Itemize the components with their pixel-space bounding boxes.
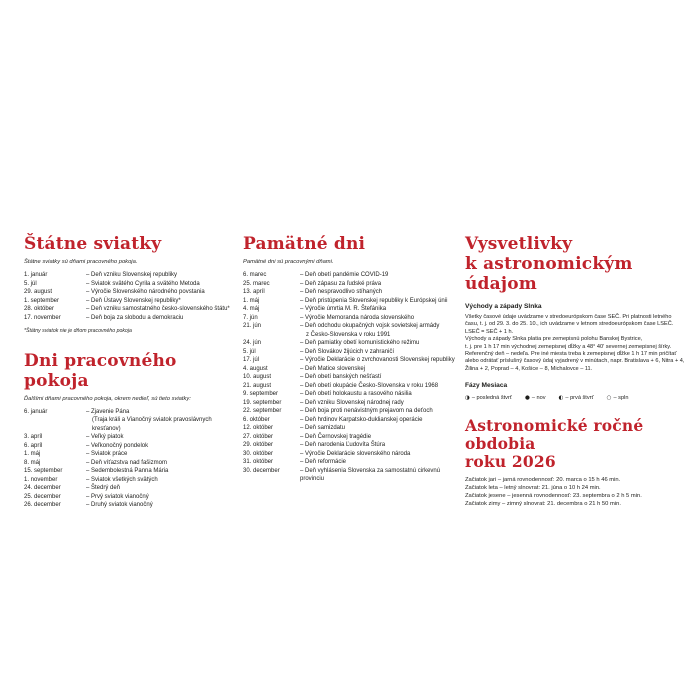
memorial-date: 12. október xyxy=(243,425,274,431)
memorial-date: 13. apríl xyxy=(243,289,265,295)
rest-days-title: Dni pracovného pokoja xyxy=(24,350,177,391)
holiday-date: 1. september xyxy=(24,297,60,304)
paragraph-line: času, t. j. od 29. 3. do 25. 10., ich uvádzame v letnom stredoeurópskom čase LSEČ. xyxy=(465,321,674,328)
moon-phase-icon: ◑ xyxy=(465,395,470,402)
holiday-text: – Sedembolestná Panna Mária xyxy=(86,468,169,474)
holiday-date: 6. apríl xyxy=(24,442,43,449)
rest-days-list xyxy=(24,408,238,510)
holiday-item xyxy=(24,467,238,476)
moon-phases-heading: Fázy Mesiaca xyxy=(465,382,508,390)
paragraph-line: Žilina + 2, Poprad – 4, Košice – 8, Michalovce – 11. xyxy=(465,365,593,372)
sunrise-sunset-paragraph xyxy=(465,314,695,373)
memorial-text: – Výročie Deklarácie o zvrchovanosti Slovenskej republiky xyxy=(300,357,455,363)
rest-days-intro: Ďalšími dňami pracovného pokoja, okrem nedieľ, sú tieto sviatky: xyxy=(24,395,191,402)
paragraph-line: Všetky časové údaje uvádzame v stredoeurópskom čase SEČ. Pri platnosti letného xyxy=(465,314,672,320)
memorial-text: – Deň obetí pandémie COVID-19 xyxy=(300,272,389,278)
memorial-date: 9. september xyxy=(243,391,279,397)
holiday-item xyxy=(24,501,238,510)
memorial-item xyxy=(243,390,459,399)
memorial-date: 22. september xyxy=(243,408,282,414)
memorial-text: – Výročie Deklarácie slovenského národa xyxy=(300,450,411,457)
memorial-text: – Deň reformácie xyxy=(300,459,347,465)
memorial-item xyxy=(243,467,459,484)
memorial-item xyxy=(243,297,459,306)
season-line: Začiatok zimy – zimný slnovrat: 21. decembra o 21 h 50 min. xyxy=(465,501,621,508)
holiday-item xyxy=(24,288,238,297)
holiday-date: 28. október xyxy=(24,306,55,312)
memorial-date: 31. október xyxy=(243,459,274,465)
season-line: Začiatok leta – letný slnovrat: 21. júna o 10 h 24 min. xyxy=(465,485,601,492)
holiday-text: – Deň Ústavy Slovenskej republiky* xyxy=(86,297,181,304)
moon-phase-label: – spln xyxy=(613,395,629,402)
holiday-date: 26. december xyxy=(24,502,61,508)
memorial-item xyxy=(243,322,459,331)
holiday-text: – Deň vzniku samostatného česko-slovenského štátu* xyxy=(86,306,230,312)
holiday-item xyxy=(24,442,238,451)
holiday-date: 1. máj xyxy=(24,451,41,457)
moon-phase-icon: ● xyxy=(524,395,530,402)
paragraph-line: LSEČ = SEČ + 1 h. xyxy=(465,328,514,335)
memorial-text: – Deň vzniku Slovenskej národnej rady xyxy=(300,399,404,406)
memorial-text: – Deň narodenia Ľudovíta Štúra xyxy=(300,442,386,448)
memorial-item xyxy=(243,348,459,357)
memorial-text: – Deň samizdatu xyxy=(300,425,346,431)
holiday-date: 6. január xyxy=(24,408,48,415)
memorial-item xyxy=(243,441,459,450)
memorial-date: 6. marec xyxy=(243,272,267,278)
paragraph-line: Referenčný deň – nedeľa. Pre iné miesta treba k zemepisnej dĺžke 1 h 17 min pričítať xyxy=(465,351,677,358)
memorial-date: 10. august xyxy=(243,374,272,380)
memorial-date: 30. december xyxy=(243,467,280,474)
memorial-item xyxy=(243,280,459,289)
paragraph-line: t. j. pre 1 h 17 min východnej zemepisnej dĺžky a 48° 40′ severnej zemepisnej šírky. xyxy=(465,343,672,350)
memorial-item xyxy=(243,288,459,297)
paragraph-line: alebo odrátať príslušný časový údaj vyjadrený v minútach, napr. Bratislava + 6, Nitra + 4, xyxy=(465,358,685,365)
memorial-item xyxy=(243,433,459,442)
memorial-text: – Deň vyhlásenia Slovenska za samostatnú cirkevnú provinciu xyxy=(300,467,441,482)
holiday-item xyxy=(24,408,238,417)
holiday-item xyxy=(24,314,238,323)
holiday-item xyxy=(24,459,238,468)
holiday-item xyxy=(24,280,238,289)
moon-phase xyxy=(525,394,546,402)
memorial-text: – Deň hrdinov Karpatsko-duklianskej operácie xyxy=(300,416,423,423)
memorial-date: 4. máj xyxy=(243,306,260,312)
holiday-text: – Sviatok práce xyxy=(86,451,128,457)
moon-phase xyxy=(465,394,512,402)
holiday-item xyxy=(24,484,238,493)
memorial-date: 5. júl xyxy=(243,348,256,355)
memorial-date: 24. jún xyxy=(243,340,262,346)
holiday-text: – Deň víťazstva nad fašizmom xyxy=(86,459,167,466)
moon-phase-icon: ◐ xyxy=(558,395,564,402)
moon-phases-legend xyxy=(465,394,695,402)
holiday-text: – Výročie Slovenského národného povstania xyxy=(86,289,205,295)
memorial-item xyxy=(243,399,459,408)
moon-phase-label: – prvá štvrť xyxy=(565,395,594,402)
memorial-text: – Deň nespravodlivo stíhaných xyxy=(300,289,383,295)
memorial-date: 4. august xyxy=(243,365,268,372)
holiday-text: – Veľký piatok xyxy=(86,434,124,440)
memorial-date: 30. október xyxy=(243,450,274,457)
memorial-text: – Výročie Memoranda národa slovenského xyxy=(300,314,415,321)
memorial-date: 17. júl xyxy=(243,357,260,363)
memorial-text: – Deň pristúpenia Slovenskej republiky k Európskej únii xyxy=(300,297,448,304)
paragraph-line: Východy a západy Slnka platia pre zemepisnú polohu Banskej Bystrice, xyxy=(465,336,643,343)
season-line: Začiatok jari – jarná rovnodennosť: 20. marca o 15 h 46 min. xyxy=(465,477,621,484)
memorial-date: 1. máj xyxy=(243,297,260,304)
holiday-item xyxy=(24,297,238,306)
column-memorial-days xyxy=(243,234,459,484)
memorial-date: 7. jún xyxy=(243,314,258,321)
holiday-text: – Sviatok všetkých svätých xyxy=(86,476,158,483)
moon-phase xyxy=(559,394,594,402)
holiday-text: – Zjavenie Pána xyxy=(86,408,130,415)
memorial-date: 29. október xyxy=(243,442,274,448)
holiday-item xyxy=(24,450,238,459)
memorial-text-wrap: z Česko-Slovenska v roku 1991 xyxy=(306,331,391,338)
holiday-date: 29. august xyxy=(24,289,53,295)
memorial-text: – Deň pamiatky obetí komunistického režimu xyxy=(300,340,420,346)
memorial-days-intro: Pamätné dni sú pracovnými dňami. xyxy=(243,259,334,265)
holiday-item xyxy=(24,305,238,314)
column-astronomy-notes xyxy=(465,234,695,508)
astro-notes-title-line2: k astronomickým údajom xyxy=(465,254,633,294)
memorial-text: – Deň obetí holokaustu a rasového násilia xyxy=(300,391,412,397)
holiday-text-wrap: (Traja králi a Vianočný sviatok pravoslávnych kresťanov) xyxy=(92,417,212,432)
astro-notes-title-line1: Vysvetlivky xyxy=(465,234,573,254)
holiday-item xyxy=(24,493,238,502)
holiday-date: 8. máj xyxy=(24,459,41,466)
seasons-title-line1: Astronomické ročné obdobia xyxy=(465,416,644,454)
moon-phase-label: – nov xyxy=(531,395,546,402)
memorial-item xyxy=(243,416,459,425)
seasons-title-line2: roku 2026 xyxy=(465,452,556,472)
holiday-text: – Prvý sviatok vianočný xyxy=(86,493,149,500)
memorial-item xyxy=(243,305,459,314)
holiday-date: 25. december xyxy=(24,493,61,500)
moon-phase xyxy=(607,394,629,402)
memorial-item xyxy=(243,458,459,467)
holiday-text: – Druhý sviatok vianočný xyxy=(86,502,153,508)
holiday-item xyxy=(24,271,238,280)
holiday-date: 5. júl xyxy=(24,280,37,287)
moon-phase-icon: ○ xyxy=(606,395,612,402)
memorial-date: 21. jún xyxy=(243,323,262,329)
memorial-date: 25. marec xyxy=(243,280,270,287)
memorial-item xyxy=(243,356,459,365)
holiday-text: – Deň vzniku Slovenskej republiky xyxy=(86,272,178,278)
memorial-days-list xyxy=(243,271,459,484)
holiday-item xyxy=(24,433,238,442)
holiday-text: – Deň boja za slobodu a demokraciu xyxy=(86,314,184,321)
holiday-date: 1. január xyxy=(24,272,48,278)
state-holidays-intro: Štátne sviatky sú dňami pracovného pokoja. xyxy=(24,259,138,265)
memorial-item xyxy=(243,450,459,459)
moon-phase-label: – posledná štvrť xyxy=(471,395,512,402)
sunrise-sunset-heading: Východy a západy Slnka xyxy=(465,303,542,310)
memorial-text: – Deň Matice slovenskej xyxy=(300,365,366,372)
memorial-date: 19. september xyxy=(243,399,282,406)
memorial-date: 27. október xyxy=(243,433,274,440)
memorial-text: – Deň Slovákov žijúcich v zahraničí xyxy=(300,348,395,355)
seasons-list xyxy=(465,476,695,508)
holiday-date: 3. apríl xyxy=(24,434,43,440)
memorial-item xyxy=(243,407,459,416)
holiday-text: – Veľkonočný pondelok xyxy=(86,442,149,449)
holiday-date: 24. december xyxy=(24,485,61,491)
memorial-item xyxy=(243,373,459,382)
memorial-text: – Výročie úmrtia M. R. Štefánika xyxy=(300,306,387,312)
holiday-item xyxy=(24,476,238,485)
season-line: Začiatok jesene – jesenná rovnodennosť: 23. septembra o 2 h 5 min. xyxy=(465,493,642,500)
memorial-text: – Deň odchodu okupačných vojsk sovietskej armády xyxy=(300,323,440,329)
holiday-text: – Štedrý deň xyxy=(86,485,121,491)
memorial-item xyxy=(243,314,459,323)
memorial-text: – Deň boja proti nenávistným prejavom na deťoch xyxy=(300,408,433,414)
memorial-date: 6. október xyxy=(243,416,270,423)
holiday-date: 1. november xyxy=(24,476,58,483)
memorial-item xyxy=(243,365,459,374)
holiday-date: 15. september xyxy=(24,468,63,474)
memorial-text: – Deň zápasu za ľudské práva xyxy=(300,280,382,287)
memorial-days-title: Pamätné dni xyxy=(243,234,366,254)
state-holidays-footnote: *Štátny sviatok nie je dňom pracovného pokoja xyxy=(24,328,132,334)
state-holidays-title: Štátne sviatky xyxy=(24,234,162,254)
memorial-item xyxy=(243,424,459,433)
holiday-text: – Sviatok svätého Cyrila a svätého Metoda xyxy=(86,280,200,287)
memorial-text: – Deň obetí banských nešťastí xyxy=(300,374,382,380)
memorial-item xyxy=(243,382,459,391)
state-holidays-list xyxy=(24,271,238,322)
memorial-item xyxy=(243,339,459,348)
memorial-text: – Deň Černovskej tragédie xyxy=(300,433,372,440)
holiday-date: 17. november xyxy=(24,314,61,321)
memorial-item xyxy=(243,271,459,280)
memorial-date: 21. august xyxy=(243,382,272,389)
memorial-text: – Deň obetí okupácie Česko-Slovenska v roku 1968 xyxy=(300,382,439,389)
column-state-holidays xyxy=(24,234,238,510)
